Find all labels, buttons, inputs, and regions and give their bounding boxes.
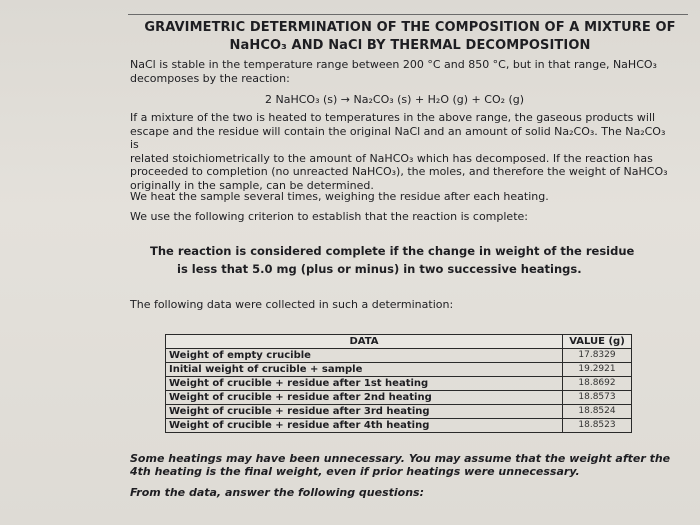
heat-sentence: We heat the sample several times, weighing the residue after each heating. xyxy=(130,190,549,203)
top-rule xyxy=(128,14,688,15)
note-line-2: 4th heating is the final weight, even if prior heatings were unnecessary. xyxy=(130,465,580,478)
row-value: 19.2921 xyxy=(563,363,632,377)
row-value: 18.8524 xyxy=(563,405,632,419)
table-row xyxy=(166,391,632,405)
criterion-intro: We use the following criterion to establish that the reaction is complete: xyxy=(130,210,528,223)
explanation-line: related stoichiometrically to the amount of NaHCO₃ which has decomposed. If the reaction has xyxy=(130,151,653,165)
explanation-paragraph xyxy=(130,111,675,192)
data-intro: The following data were collected in such a determination: xyxy=(130,298,454,311)
intro-line-2: decomposes by the reaction: xyxy=(130,71,290,85)
title-line-1: GRAVIMETRIC DETERMINATION OF THE COMPOSITION OF A MIXTURE OF xyxy=(144,20,676,35)
note-paragraph xyxy=(130,452,675,478)
data-column-header: DATA xyxy=(166,335,563,349)
row-label: Weight of crucible + residue after 4th heating xyxy=(166,419,563,433)
row-label: Weight of crucible + residue after 1st heating xyxy=(166,377,563,391)
final-instruction: From the data, answer the following questions: xyxy=(130,486,424,499)
reaction-equation: 2 NaHCO₃ (s) → Na₂CO₃ (s) + H₂O (g) + CO₂ (g) xyxy=(265,93,525,106)
row-value: 18.8573 xyxy=(563,391,632,405)
explanation-line: originally in the sample, can be determined. xyxy=(130,178,374,192)
note-line-1: Some heatings may have been unnecessary. You may assume that the weight after the xyxy=(130,452,671,465)
explanation-line: If a mixture of the two is heated to temperatures in the above range, the gaseous products will xyxy=(130,111,656,124)
intro-paragraph xyxy=(130,58,675,85)
table-row xyxy=(166,377,632,391)
row-value: 17.8329 xyxy=(563,349,632,363)
criterion-line-1: The reaction is considered complete if the change in weight of the residue xyxy=(150,244,635,258)
table-row xyxy=(166,419,632,433)
title-line-2: NaHCO₃ AND NaCl BY THERMAL DECOMPOSITION xyxy=(229,38,591,53)
table-row xyxy=(166,405,632,419)
table-row xyxy=(166,363,632,377)
table-row xyxy=(166,349,632,363)
row-label: Weight of crucible + residue after 3rd heating xyxy=(166,405,563,419)
explanation-line: escape and the residue will contain the original NaCl and an amount of solid Na₂CO₃. The Na₂CO₃ is xyxy=(130,124,666,151)
explanation-line: proceeded to completion (no unreacted NaHCO₃), the moles, and therefore the weight of NaHCO₃ xyxy=(130,165,668,178)
row-value: 18.8692 xyxy=(563,377,632,391)
row-label: Initial weight of crucible + sample xyxy=(166,363,563,377)
table-header-row xyxy=(166,335,632,349)
row-label: Weight of empty crucible xyxy=(166,349,563,363)
data-table xyxy=(165,334,632,433)
row-value: 18.8523 xyxy=(563,419,632,433)
criterion-line-2: is less that 5.0 mg (plus or minus) in two successive heatings. xyxy=(177,262,582,276)
row-label: Weight of crucible + residue after 2nd heating xyxy=(166,391,563,405)
value-column-header: VALUE (g) xyxy=(563,335,632,349)
document-title xyxy=(130,19,690,55)
intro-line-1: NaCl is stable in the temperature range between 200 °C and 850 °C, but in that range, NaHCO₃ xyxy=(130,58,657,71)
